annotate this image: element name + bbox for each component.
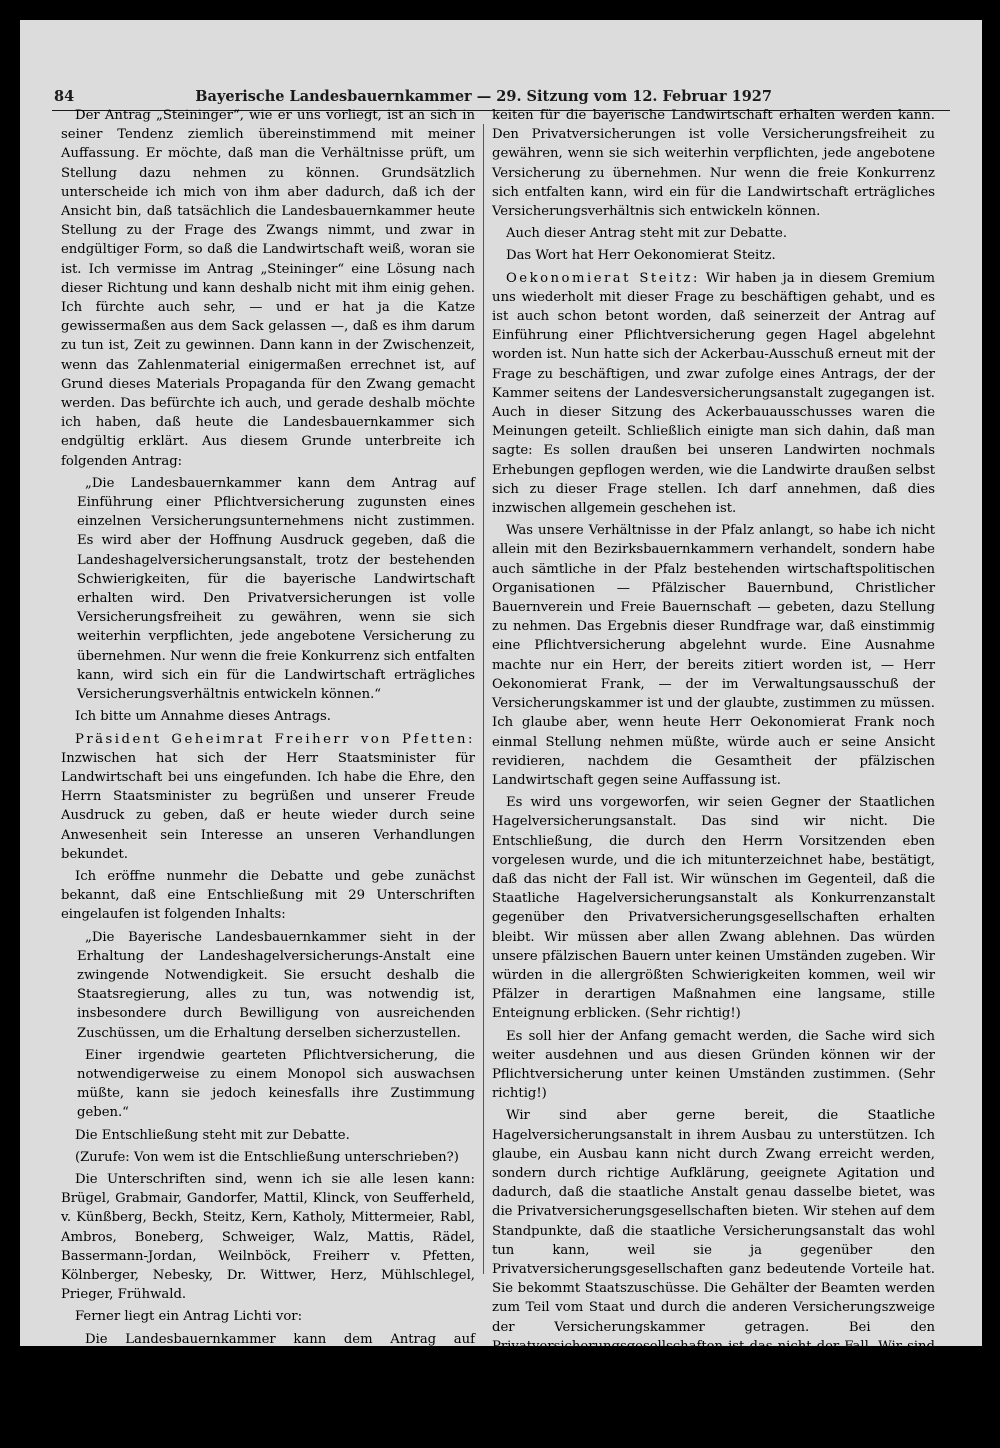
speech-text: Wir haben ja in diesem Gremium uns wiederholt mit dieser Frage zu beschäftigen gehabt, und es ist auch schon betont worden, daß seinerzeit der Antrag auf Einführung einer Pflichtversicherung gegen Hagel abgelehnt worden ist. Nun hatte sich der Ackerbau-Ausschuß erneut mit der Frage zu beschäftigen, und zwar zufolge eines Antrags, der der Kammer seitens der Landesversicherungsanstalt zugegangen ist. Auch in dieser Sitzung des Ackerbauausschusses waren die Meinungen geteilt. Schließlich einigte man sich dahin, daß man sagte: Es sollen draußen bei unseren Landwirten nochmals Erhebungen gepflogen werden, wie die Landwirte draußen selbst sich zu dieser Frage stellen. Ich darf annehmen, daß dies inzwischen allgemein geschehen ist. [492, 270, 935, 517]
paragraph: Der Antrag „Steininger“, wie er uns vorliegt, ist an sich in seiner Tendenz ziemlich übereinstimmend mit meiner Auffassung. Er möchte, daß man die Verhältnisse prüft, um Stellung dazu nehmen zu können. Grundsätzlich unterscheide ich mich von ihm aber dadurch, daß ich der Ansicht bin, daß tatsächlich die Landesbauernkammer heute Stellung zu der Frage des Zwangs nimmt, und zwar in endgültiger Form, so daß die Landwirtschaft weiß, woran sie ist. Ich vermisse im Antrag „Steininger“ eine Lösung nach dieser Richtung und kann deshalb nicht mit ihm einig gehen. Ich fürchte auch sehr, — und er hat ja die Katze gewissermaßen aus dem Sack gelassen —, daß es ihm darum zu tun ist, Zeit zu gewinnen. Dann kann in der Zwischenzeit, wenn das Zahlenmaterial einigermaßen errechnet ist, auf Grund dieses Materials Propaganda für den Zwang gemacht werden. Das befürchte ich auch, und gerade deshalb möchte ich haben, daß heute die Landesbauernkammer sich endgültig erklärt. Aus diesem Grunde unterbreite ich folgenden Antrag: [61, 108, 475, 469]
paragraph: keiten für die bayerische Landwirtschaft erhalten werden kann. Den Privatversicherungen ist volle Versicherungsfreiheit zu gewähren, wenn sie sich weiterhin verpflichten, jede angebotene Versicherung zu übernehmen. Nur wenn die freie Konkurrenz sich entfalten kann, wird ein für die Landwirtschaft erträgliches Versicherungsverhältnis sich entwickeln können. [492, 108, 935, 220]
left-column [61, 106, 475, 1448]
paragraph: Es soll hier der Anfang gemacht werden, die Sache wird sich weiter ausdehnen und aus diesen Gründen können wir der Pflichtversicherung unter keinen Umständen zustimmen. (Sehr richtig!) [492, 1028, 935, 1102]
signatories-paragraph: Die Unterschriften sind, wenn ich sie alle lesen kann: Brügel, Grabmair, Gandorfer, Mattil, Klinck, von Seufferheld, v. Künßberg, Beckh, Steitz, Kern, Katholy, Mittermeier, Rabl, Ambros, Boneberg, Schweiger, Walz, Mattis, Rädel, Bassermann-Jordan, Weilnböck, Freiherr v. Pfetten, Kölnberger, Nebesky, Dr. Wittwer, Herz, Mühlschlegel, Prieger, Frühwald. [61, 1171, 475, 1303]
paragraph: Ich bitte um Annahme dieses Antrags. [75, 709, 331, 725]
paragraph: Ferner liegt ein Antrag Lichti vor: [75, 1309, 303, 1325]
quoted-resolution: „Die Bayerische Landesbauernkammer sieht in der Erhaltung der Landeshagelversicherungs-Anstalt eine zwingende Notwendigkeit. Sie ersucht deshalb die Staatsregierung, alles zu tun, was notwendig ist, insbesondere durch Bewilligung von ausreichenden Zuschüssen, um die Erhaltung derselben sicherzustellen. [77, 929, 475, 1041]
paragraph: Das Wort hat Herr Oekonomierat Steitz. [506, 248, 776, 264]
paragraph: Was unsere Verhältnisse in der Pfalz anlangt, so habe ich nicht allein mit den Bezirksbauernkammern verhandelt, sondern habe auch sämtliche in der Pfalz bestehenden wirtschaftspolitischen Organisationen — Pfälzischer Bauernbund, Christlicher Bauernverein und Freie Bauernschaft — gebeten, dazu Stellung zu nehmen. Das Ergebnis dieser Rundfrage war, daß einstimmig eine Pflichtversicherung abgelehnt wurde. Eine Ausnahme machte nur ein Herr, der bereits zitiert worden ist, — Herr Oekonomierat Frank, — der im Verwaltungsausschuß der Versicherungskammer ist und der glaubte, zustimmen zu müssen. Ich glaube aber, wenn heute Herr Oekonomierat Frank noch einmal Stellung nehmen müßte, würde auch er seine Ansicht revidieren, nachdem die Gesamtheit der pfälzischen Landwirtschaft gegen seine Auffassung ist. [492, 523, 935, 788]
speaker-paragraph [61, 730, 475, 864]
running-title: Bayerische Landesbauernkammer — 29. Sitzung vom 12. Februar 1927 [195, 88, 772, 105]
paragraph: Ich eröffne nunmehr die Debatte und gebe zunächst bekannt, daß eine Entschließung mit 29 Unterschriften eingelaufen ist folgenden Inhalts: [61, 868, 475, 923]
quoted-motion: „Die Landesbauernkammer kann dem Antrag auf Einführung einer Pflichtversicherung zugunsten eines einzelnen Versicherungsunternehmens nicht zustimmen. Es wird aber der Hoffnung Ausdruck gegeben, daß die Landeshagelversicherungsanstalt, trotz der bestehenden Schwierigkeiten, für die bayerische Landwirtschaft erhalten wird. Den Privatversicherungen ist volle Versicherungsfreiheit zu gewähren, wenn sie sich weiterhin verpflichten, jede angebotene Versicherung zu übernehmen. Nur wenn die freie Konkurrenz sich entfalten kann, wird sich ein für die Landwirtschaft erträgliches Versicherungsverhältnis entwickeln können.“ [77, 475, 475, 703]
quoted-resolution: Einer irgendwie gearteten Pflichtversicherung, die notwendigerweise zu einem Monopol sich auswachsen müßte, kann sie jedoch keinesfalls ihre Zustimmung geben.“ [77, 1047, 475, 1121]
interjection: (Zurufe: Von wem ist die Entschließung unterschrieben?) [75, 1149, 459, 1165]
quoted-motion: Die Landesbauernkammer kann dem Antrag auf Einführung einer Pflichtversicherung zu Gunsten eines einzelnen Versicherungsunternehmens nicht zustimmen. Es wird aber der Hoffnung Ausdruck gegeben, daß die Landes-Hagelversicherungs-Anstalt trotz der bestehenden Schwierig- [77, 1331, 475, 1443]
paragraph: Wir sind aber gerne bereit, die Staatliche Hagelversicherungsanstalt in ihrem Ausbau zu unterstützen. Ich glaube, ein Ausbau kann nicht durch Zwang erreicht werden, sondern durch richtige Aufklärung, geeignete Agitation und dadurch, daß die staatliche Anstalt genau dasselbe bietet, was die Privatversicherungsgesellschaften bieten. Wir stehen auf dem Standpunkte, daß die staatliche Versicherungsanstalt das wohl tun kann, weil sie ja gegenüber den Privatversicherungsgesellschaften ganz bedeutende Vorteile hat. Sie bekommt Staatszuschüsse. Die Gehälter der Beamten werden zum Teil vom Staat und durch die anderen Versicherungszweige der Versicherungskammer getragen. Bei den Privatversicherungsgesellschaften ist das nicht der Fall. Wir sind sehr gerne bereit, [492, 1108, 935, 1373]
speaker-name: Präsident Geheimrat Freiherr von Pfetten: [75, 731, 475, 747]
speech-text: Inzwischen hat sich der Herr Staatsminister für Landwirtschaft bei uns eingefunden. Ich habe die Ehre, den Herrn Staatsminister zu begrüßen und unserer Freude Ausdruck zu geben, daß er heute wieder durch seine Anwesenheit sein Interesse an unseren Verhandlungen bekundet. [61, 750, 475, 862]
paragraph: Es wird uns vorgeworfen, wir seien Gegner der Staatlichen Hagelversicherungsanstalt. Das sind wir nicht. Die Entschließung, die durch den Herrn Vorsitzenden eben vorgelesen wurde, und die ich mitunterzeichnet habe, bestätigt, daß das nicht der Fall ist. Wir wünschen im Gegenteil, daß die Staatliche Hagelversicherungsanstalt als Konkurrenzanstalt gegenüber den Privatversicherungsgesellschaften erhalten bleibt. Wir müssen aber allen Zwang ablehnen. Das würden unsere pfälzischen Bauern unter keinen Umständen zugeben. Wir würden in die allergrößten Schwierigkeiten kommen, weil wir Pfälzer in derartigen Maßnahmen eine langsame, stille Enteignung erblicken. (Sehr richtig!) [492, 795, 935, 1022]
right-column [492, 106, 935, 1378]
paragraph: Die Entschließung steht mit zur Debatte. [75, 1127, 350, 1143]
column-divider [483, 124, 484, 1274]
paragraph: Auch dieser Antrag steht mit zur Debatte. [506, 226, 788, 242]
page-number: 84 [54, 88, 75, 105]
speaker-paragraph [492, 269, 935, 519]
speaker-name: Oekonomierat Steitz: [506, 270, 700, 286]
